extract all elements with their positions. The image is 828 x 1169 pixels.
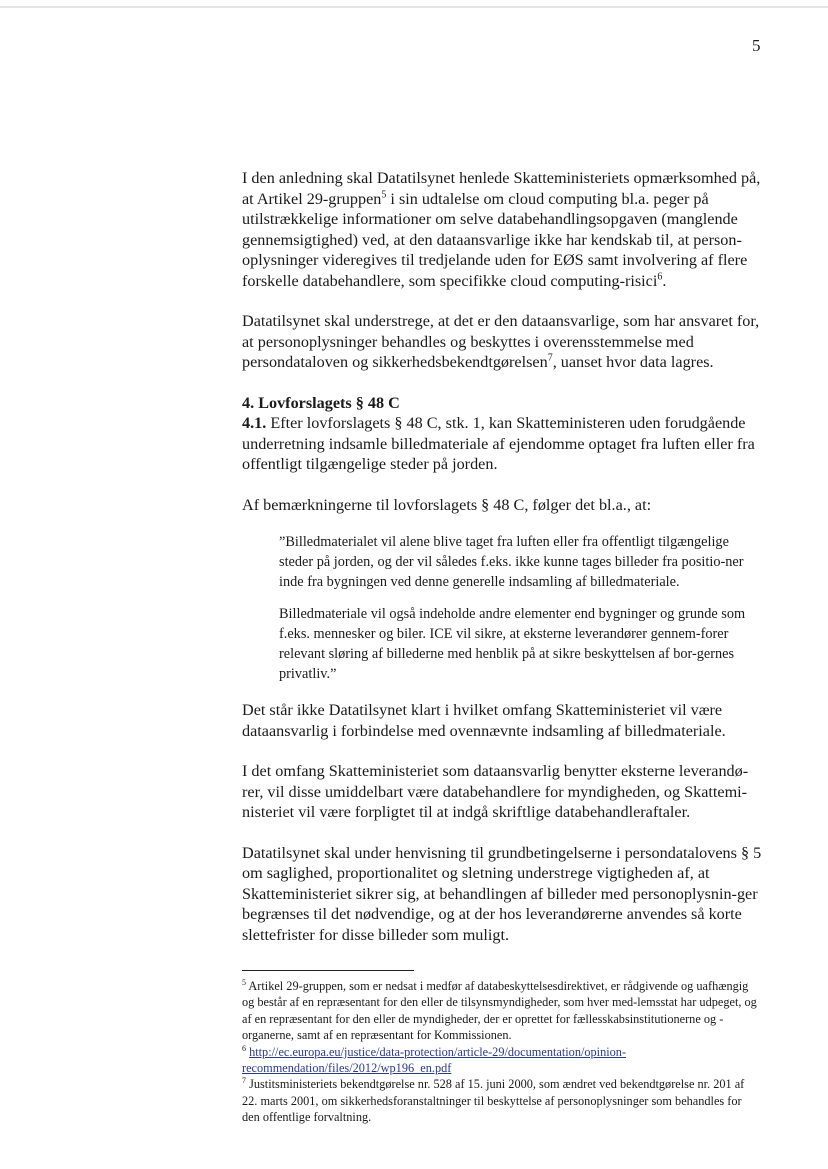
paragraph-text: I den anledning skal Datatilsynet henlede Skatteministeriets opmærksomhed på, at Artikel 29-gruppen	[242, 169, 761, 208]
paragraph-data-controller: Det står ikke Datatilsynet klart i hvilket omfang Skatteministeriet vil være dataansvarlig i forbindelse med ovennævnte indsamling af billedmateriale.	[242, 701, 726, 740]
block-quote	[279, 532, 761, 684]
footnote-mark: 6	[242, 1043, 246, 1053]
paragraph-4-1	[242, 413, 762, 475]
footnote-mark: 5	[242, 977, 246, 987]
paragraph-text: i sin udtalelse om cloud computing bl.a. peger på utilstrækkelige informationer om selve databehandlingsopgaven (manglende gennemsigtighed) ved, at den dataansvarlige ikke har kendskab til, at person-oplysninger videregives til tredjelande uden for EØS samt involvering af flere forskelle databehandlere, som specifikke cloud computing-risici	[242, 189, 748, 290]
paragraph-principles: Datatilsynet skal under henvisning til grundbetingelserne i persondatalovens § 5 om saglighed, proportionalitet og sletning understrege vigtigheden af, at Skatteministeriet sikrer sig, at behandlingen af billeder med personoplysnin-ger begrænses til det nødvendige, og at der hos leverandørerne anvendes så korte slettefrister for disse billeder som muligt.	[242, 843, 762, 944]
paragraph-remarks-intro: Af bemærkningerne til lovforslagets § 48 C, følger det bl.a., at:	[242, 495, 652, 514]
footnotes	[242, 978, 762, 1126]
quote-paragraph-2: Billedmateriale vil også indeholde andre elementer end bygninger og grunde som f.eks. mennesker og biler. ICE vil sikre, at eksterne leverandører gennem-forer relevant sløring af billederne med henblik på at sikre beskyttelsen af bor-gernes privatliv.”	[279, 606, 746, 682]
footnote-text: Artikel 29-gruppen, som er nedsat i medfør af databeskyttelsesdirektivet, er rådgivende og uafhængig og består af en repræsentant for den eller de tilsynsmyndigheder, som hver med-lemsstat har udpeget, og af en repræsentant for den eller de myndigheder, der er oprettet for fællesskabsinstitutionerne og -organerne, samt af en repræsentant for Kommissionen.	[242, 979, 757, 1043]
paragraph-text: Datatilsynet skal understrege, at det er den dataansvarlige, som har ansvaret for, at personoplysninger behandles og beskyttes i overensstemmelse med persondataloven og sikkerhedsbekendtgørelsen	[242, 312, 760, 371]
subsection-number: 4.1.	[242, 414, 267, 432]
footnote-5	[242, 978, 762, 1044]
footnote-text: Justitsministeriets bekendtgørelse nr. 528 af 15. juni 2000, som ændret ved bekendtgørelse nr. 201 af 22. marts 2001, om sikkerhedsforanstaltninger til beskyttelse af personoplysninger som behandles for den offentlige forvaltning.	[242, 1077, 745, 1125]
document-body	[242, 168, 762, 945]
section-heading: 4. Lovforslagets § 48 C	[242, 393, 400, 412]
paragraph-cloud-risks	[242, 168, 762, 291]
paragraph-responsibility	[242, 311, 762, 373]
page-number: 5	[752, 36, 761, 55]
footnote-6	[242, 1044, 762, 1077]
footnote-7	[242, 1076, 762, 1125]
paragraph-suppliers: I det omfang Skatteministeriet som dataansvarlig benytter eksterne leverandø-rer, vil disse umiddelbart være databehandlere for myndigheden, og Skattemi-nisteriet vil være forpligtet til at indgå skriftlige databehandleraftaler.	[242, 762, 749, 821]
footnote-mark: 7	[242, 1076, 246, 1086]
footnote-ref-6[interactable]: 6	[657, 271, 663, 283]
footnote-link[interactable]: http://ec.europa.eu/justice/data-protection/article-29/documentation/opinion-recommendation/files/2012/wp196_en.pdf	[242, 1044, 627, 1076]
footnote-ref-5[interactable]: 5	[381, 189, 387, 201]
paragraph-text: Efter lovforslagets § 48 C, stk. 1, kan Skatteministeren uden forudgående underretning indsamle billedmateriale af ejendomme optaget fra luften eller fra offentligt tilgængelige steder på jorden.	[242, 414, 755, 473]
footnote-separator	[242, 970, 414, 971]
paragraph-text: .	[662, 271, 667, 290]
page-top-border	[0, 6, 828, 8]
footnote-ref-7[interactable]: 7	[547, 352, 553, 364]
paragraph-text: , uanset hvor data lagres.	[552, 353, 714, 371]
quote-paragraph-1: ”Billedmaterialet vil alene blive taget fra luften eller fra offentligt tilgængelige steder på jorden, og der vil således f.eks. ikke kunne tages billeder fra positio-ner inde fra bygningen ved denne generelle indsamling af billedmateriale.	[279, 534, 744, 590]
